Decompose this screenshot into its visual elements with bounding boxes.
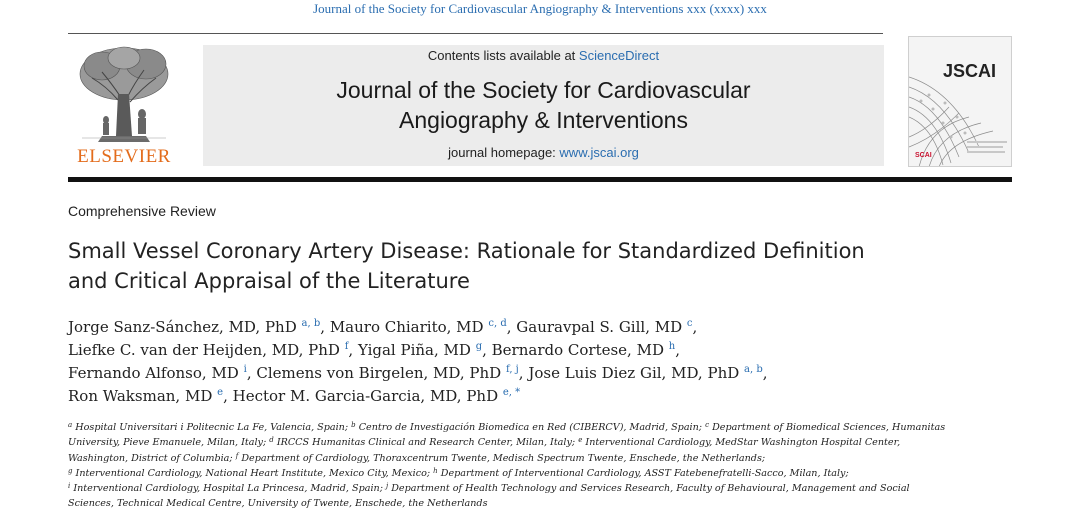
affiliation-line-2 [68, 466, 948, 481]
affiliation-marker: f [235, 451, 239, 460]
elsevier-tree-icon [72, 44, 176, 144]
cover-brand-text: JSCAI [943, 61, 997, 81]
article-type: Comprehensive Review [68, 203, 216, 219]
homepage-link[interactable]: www.jscai.org [559, 145, 639, 160]
author-name: Hector M. Garcia-Garcia, MD, PhD [232, 387, 499, 405]
affiliation-text: Hospital Universitari i Politecnic La Fe, Valencia, Spain; [75, 422, 349, 433]
affiliation-marker: a [68, 421, 73, 429]
affiliation-marker: b [351, 421, 356, 429]
affiliation-text: Department of Health Technology and Services Research, Faculty of Behavioural, Management and Social Sciences, Technical Medical Centre, University of Twente, Enschede, the Netherlands [68, 483, 910, 510]
author-name: Ron Waksman, MD [68, 387, 213, 405]
affiliation-marker: g [68, 466, 73, 475]
author-affiliation-marker[interactable]: g [475, 341, 483, 352]
contents-prefix: Contents lists available at [427, 48, 579, 63]
affiliation-text: Department of Cardiology, Thoraxcentrum Twente, Medisch Spectrum Twente, Enschede, the Netherlands; [241, 452, 766, 464]
contents-line [203, 48, 884, 63]
author-name: Mauro Chiarito, MD [329, 318, 484, 336]
affiliation-line-3 [68, 481, 948, 512]
running-head: Journal of the Society for Cardiovascular Angiography & Interventions xxx (xxxx) xxx [313, 1, 767, 16]
affiliation-marker: d [269, 436, 274, 445]
author-line-1: Jorge Sanz-Sánchez, MD, PhD $^{a, b}$, Mauro Chiarito, MD $^{c, d}$, Gauravpal S. Gill, MD $^c$, [68, 318, 698, 336]
affiliation-text: Interventional Cardiology, MedStar Washington Hospital Center, Washington, District of Columbia; [68, 437, 901, 464]
affiliation-marker: j [386, 482, 389, 491]
cover-lattice-icon [909, 37, 1012, 167]
affiliation-text: Department of Biomedical Sciences, Humanitas University, Pieve Emanuele, Milan, Italy; [68, 422, 946, 449]
cover-brand [943, 61, 996, 82]
author-affiliation-marker[interactable]: c, d [488, 318, 507, 329]
article-title-line1: Small Vessel Coronary Artery Disease: Rationale for Standardized Definition [68, 239, 865, 263]
author-affiliation-marker[interactable]: a, b [301, 318, 321, 329]
affiliation-text: Interventional Cardiology, Hospital La Princesa, Madrid, Spain; [73, 483, 383, 495]
journal-title [203, 75, 884, 135]
author-list [68, 316, 968, 408]
author-affiliation-marker[interactable]: e [217, 387, 224, 398]
author-line-4: Ron Waksman, MD $^e$, Hector M. Garcia-Garcia, MD, PhD $^{e, *}$ [68, 387, 521, 405]
author-name: Clemens von Birgelen, MD, PhD [256, 364, 502, 382]
author-affiliation-marker[interactable]: c [686, 318, 693, 329]
homepage-prefix: journal homepage: [448, 145, 560, 160]
article-title-line2: and Critical Appraisal of the Literature [68, 269, 470, 293]
journal-cover[interactable] [908, 36, 1012, 167]
affiliation-text: Interventional Cardiology, National Heart Institute, Mexico City, Mexico; [75, 467, 431, 479]
author-name: Jose Luis Diez Gil, MD, PhD [528, 364, 740, 382]
journal-masthead [203, 45, 884, 166]
journal-title-line2: Angiography & Interventions [399, 107, 688, 133]
author-name: Gauravpal S. Gill, MD [516, 318, 683, 336]
author-line-3: Fernando Alfonso, MD $^i$, Clemens von Birgelen, MD, PhD $^{f, j}$, Jose Luis Diez Gil, MD, PhD $^{a, b}$, [68, 364, 768, 382]
elsevier-wordmark: ELSEVIER [77, 146, 171, 167]
affiliation-line-1 [68, 420, 948, 466]
author-affiliation-marker[interactable]: f [344, 341, 349, 352]
journal-title-line1: Journal of the Society for Cardiovascular [336, 77, 751, 103]
elsevier-logo[interactable] [68, 44, 180, 168]
author-affiliation-marker[interactable]: f, j [505, 364, 519, 375]
author-affiliation-marker[interactable]: a, b [744, 364, 763, 375]
header-divider [68, 177, 1012, 182]
author-name: Yigal Piña, MD [357, 341, 471, 359]
top-rule [68, 33, 883, 34]
author-name: Jorge Sanz-Sánchez, MD, PhD [68, 318, 297, 336]
article-title [68, 236, 968, 296]
sciencedirect-link[interactable]: ScienceDirect [578, 48, 660, 63]
author-affiliation-marker[interactable]: h [668, 341, 676, 352]
affiliation-list [68, 420, 948, 512]
affiliation-marker: e [578, 436, 583, 445]
author-affiliation-marker[interactable]: e, * [502, 387, 521, 398]
author-name: Liefke C. van der Heijden, MD, PhD [68, 341, 340, 359]
affiliation-text: IRCCS Humanitas Clinical and Research Center, Milan, Italy; [276, 437, 576, 449]
homepage-line [203, 145, 884, 160]
cover-scai-logo: SCAI [915, 152, 932, 159]
author-name: Fernando Alfonso, MD [68, 364, 239, 382]
affiliation-marker: h [433, 466, 438, 475]
author-name: Bernardo Cortese, MD [491, 341, 664, 359]
affiliation-text: Department of Interventional Cardiology, ASST Fatebenefratelli-Sacco, Milan, Italy; [440, 467, 849, 479]
affiliation-text: Centro de Investigación Biomedica en Red (CIBERCV), Madrid, Spain; [358, 422, 703, 433]
affiliation-marker: i [68, 482, 71, 491]
affiliation-marker: c [705, 421, 710, 429]
author-affiliation-marker[interactable]: i [243, 364, 247, 375]
author-line-2: Liefke C. van der Heijden, MD, PhD $^f$, Yigal Piña, MD $^g$, Bernardo Cortese, MD $^h$, [68, 341, 680, 359]
